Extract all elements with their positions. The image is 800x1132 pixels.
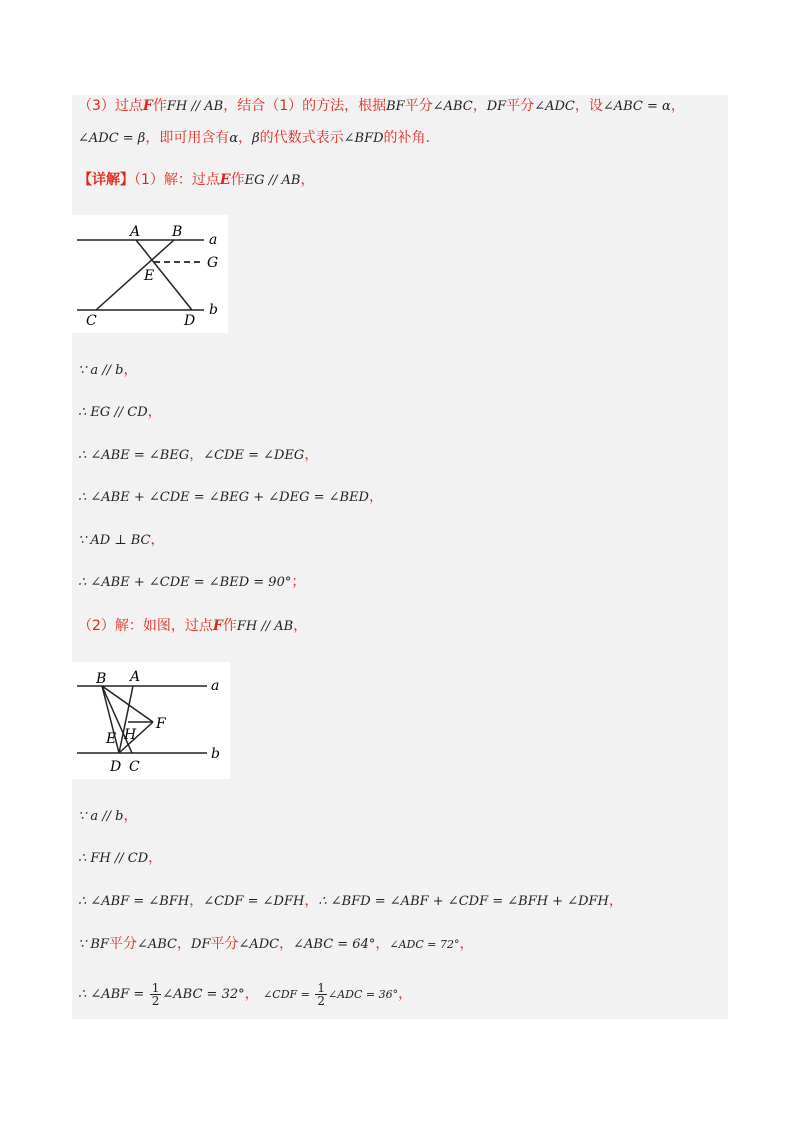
proof2-math: ∠ABC = 64° xyxy=(293,937,376,952)
proof1-math: ∴ EG // CD xyxy=(78,405,148,420)
angle-bfd: ∠BFD xyxy=(343,131,384,146)
part2-text: （2）解：如图，过点 xyxy=(78,618,213,634)
fraction-numerator: 1 xyxy=(151,980,160,995)
point-f: F xyxy=(212,618,223,634)
detail-text: 作 xyxy=(230,172,245,188)
part3-line1 xyxy=(78,96,685,117)
angle-adc: ∠ADC xyxy=(534,99,575,114)
proof2-punct: ， xyxy=(189,893,204,909)
proof2-punct: ， xyxy=(244,986,259,1002)
label-h-point: H xyxy=(124,727,137,743)
label-a-point: A xyxy=(130,669,141,685)
proof1-line3 xyxy=(78,445,318,466)
part3-text: ， xyxy=(670,98,685,114)
proof2-line4 xyxy=(78,934,473,955)
detail-text: （1）解：过点 xyxy=(134,172,220,188)
proof1-math: ∴ ∠ABE = ∠BEG xyxy=(78,448,190,463)
proof2-punct: ， xyxy=(148,850,163,866)
figure-2-svg xyxy=(72,662,230,779)
proof1-line6 xyxy=(78,572,305,593)
part2-text: 作 xyxy=(222,618,237,634)
part3-line2 xyxy=(78,128,430,149)
point-e: E xyxy=(219,172,231,188)
figure-1-svg xyxy=(72,215,228,333)
proof2-math: ∵ BF xyxy=(78,937,109,952)
fh-parallel-ab: FH // AB xyxy=(166,99,224,114)
proof1-math: ∵ AD ⊥ BC xyxy=(78,533,151,548)
proof1-punct: ， xyxy=(189,447,204,463)
fraction-denominator: 2 xyxy=(317,993,325,1008)
fraction-numerator: 1 xyxy=(317,980,325,995)
proof1-line5 xyxy=(78,530,164,551)
segment-bc xyxy=(96,240,174,310)
proof1-line1 xyxy=(78,360,138,381)
proof2-line1 xyxy=(78,806,138,827)
bf-label: BF xyxy=(386,99,405,114)
part2-line xyxy=(78,616,307,637)
proof1-punct: ； xyxy=(291,574,306,590)
label-b-point: B xyxy=(96,671,107,687)
beta-symbol: β xyxy=(252,131,260,146)
proof2-math: ∠ABC = 32° xyxy=(162,987,245,1002)
fraction-half xyxy=(315,982,327,1007)
proof2-line3 xyxy=(78,891,623,912)
proof2-punct: ， xyxy=(375,936,390,952)
proof2-punct: ， xyxy=(459,936,474,952)
proof2-math: ∴ ∠ABF = xyxy=(78,987,145,1002)
figure-2 xyxy=(72,662,230,779)
proof2-line5 xyxy=(78,980,412,1009)
fraction-half xyxy=(150,982,162,1007)
figure-1 xyxy=(72,215,228,333)
label-a-point: A xyxy=(130,224,141,240)
angle-abc: ∠ABC xyxy=(432,99,473,114)
proof2-math: ∠ADC = 36° xyxy=(327,988,399,1001)
proof1-math: ∠CDE = ∠DEG xyxy=(203,448,305,463)
part3-text: ，设 xyxy=(574,98,603,114)
proof2-math: ∠ABC xyxy=(136,937,178,952)
proof2-punct: ， xyxy=(177,936,192,952)
alpha-symbol: α xyxy=(229,131,239,146)
proof1-math: ∵ a // b xyxy=(78,363,124,378)
proof1-punct: ， xyxy=(150,532,165,548)
eg-parallel-ab: EG // AB xyxy=(244,173,301,188)
point-f: F xyxy=(142,98,153,114)
part3-text: ， xyxy=(472,98,487,114)
label-line-b: b xyxy=(209,302,218,318)
proof2-text: 平分 xyxy=(210,936,239,952)
proof1-math: ∴ ∠ABE + ∠CDE = ∠BEG + ∠DEG = ∠BED xyxy=(78,490,369,505)
label-c-point: C xyxy=(129,759,140,775)
proof2-math: ∠CDF = xyxy=(263,988,310,1001)
label-d-point: D xyxy=(184,313,196,329)
proof2-punct: ， xyxy=(398,986,413,1002)
part2-text: ， xyxy=(293,618,308,634)
detail-tag: 【详解】 xyxy=(78,172,134,188)
part3-text: 的代数式表示 xyxy=(259,130,344,146)
detail-line xyxy=(78,170,314,191)
part3-text: ， xyxy=(238,130,253,146)
proof2-math: ∵ a // b xyxy=(78,809,124,824)
proof2-math: ∴ ∠ABF = ∠BFH xyxy=(78,894,190,909)
proof2-punct: ， xyxy=(304,893,319,909)
proof2-punct: ， xyxy=(608,893,623,909)
label-b-point: B xyxy=(172,224,183,240)
proof2-math: ∠CDF = ∠DFH xyxy=(203,894,305,909)
proof1-punct: ， xyxy=(304,447,319,463)
proof1-line4 xyxy=(78,487,383,508)
label-line-a: a xyxy=(211,678,220,694)
proof2-math: ∴ FH // CD xyxy=(78,851,149,866)
part3-text: 的补角. xyxy=(383,130,430,146)
proof1-line2 xyxy=(78,402,162,423)
proof2-math: ∠ADC = 72° xyxy=(389,938,460,951)
label-f-point: F xyxy=(156,716,166,732)
fh-parallel-ab: FH // AB xyxy=(236,619,294,634)
proof2-line2 xyxy=(78,848,162,869)
part3-text: 平分 xyxy=(404,98,433,114)
proof2-punct: ， xyxy=(123,808,138,824)
part3-text: （3）过点 xyxy=(78,98,143,114)
label-line-b: b xyxy=(211,746,220,762)
proof2-math: DF xyxy=(191,937,211,952)
label-line-a: a xyxy=(209,232,218,248)
proof2-math: ∠ADC xyxy=(238,937,280,952)
part3-text: ，结合（1）的方法，根据 xyxy=(223,98,387,114)
proof1-math: ∴ ∠ABE + ∠CDE = ∠BED = 90° xyxy=(78,575,292,590)
fraction-denominator: 2 xyxy=(151,993,160,1008)
alpha-def: ∠ABC = α xyxy=(602,99,671,114)
beta-def: ∠ADC = β xyxy=(78,131,146,146)
label-e-point: E xyxy=(106,731,117,747)
label-c-point: C xyxy=(86,313,97,329)
proof2-text: 平分 xyxy=(108,936,137,952)
label-e-point: E xyxy=(144,268,155,284)
part3-text: 作 xyxy=(152,98,167,114)
label-d-point: D xyxy=(110,759,122,775)
proof2-punct: ， xyxy=(279,936,294,952)
proof1-punct: ， xyxy=(368,489,383,505)
proof2-math: ∴ ∠BFD = ∠ABF + ∠CDF = ∠BFH + ∠DFH xyxy=(318,894,609,909)
part3-text: ，即可用含有 xyxy=(145,130,230,146)
df-label: DF xyxy=(486,99,507,114)
detail-text: ， xyxy=(300,172,315,188)
proof1-punct: ， xyxy=(147,404,162,420)
label-g-point: G xyxy=(207,255,219,271)
part3-text: 平分 xyxy=(506,98,535,114)
proof1-punct: ， xyxy=(123,362,138,378)
